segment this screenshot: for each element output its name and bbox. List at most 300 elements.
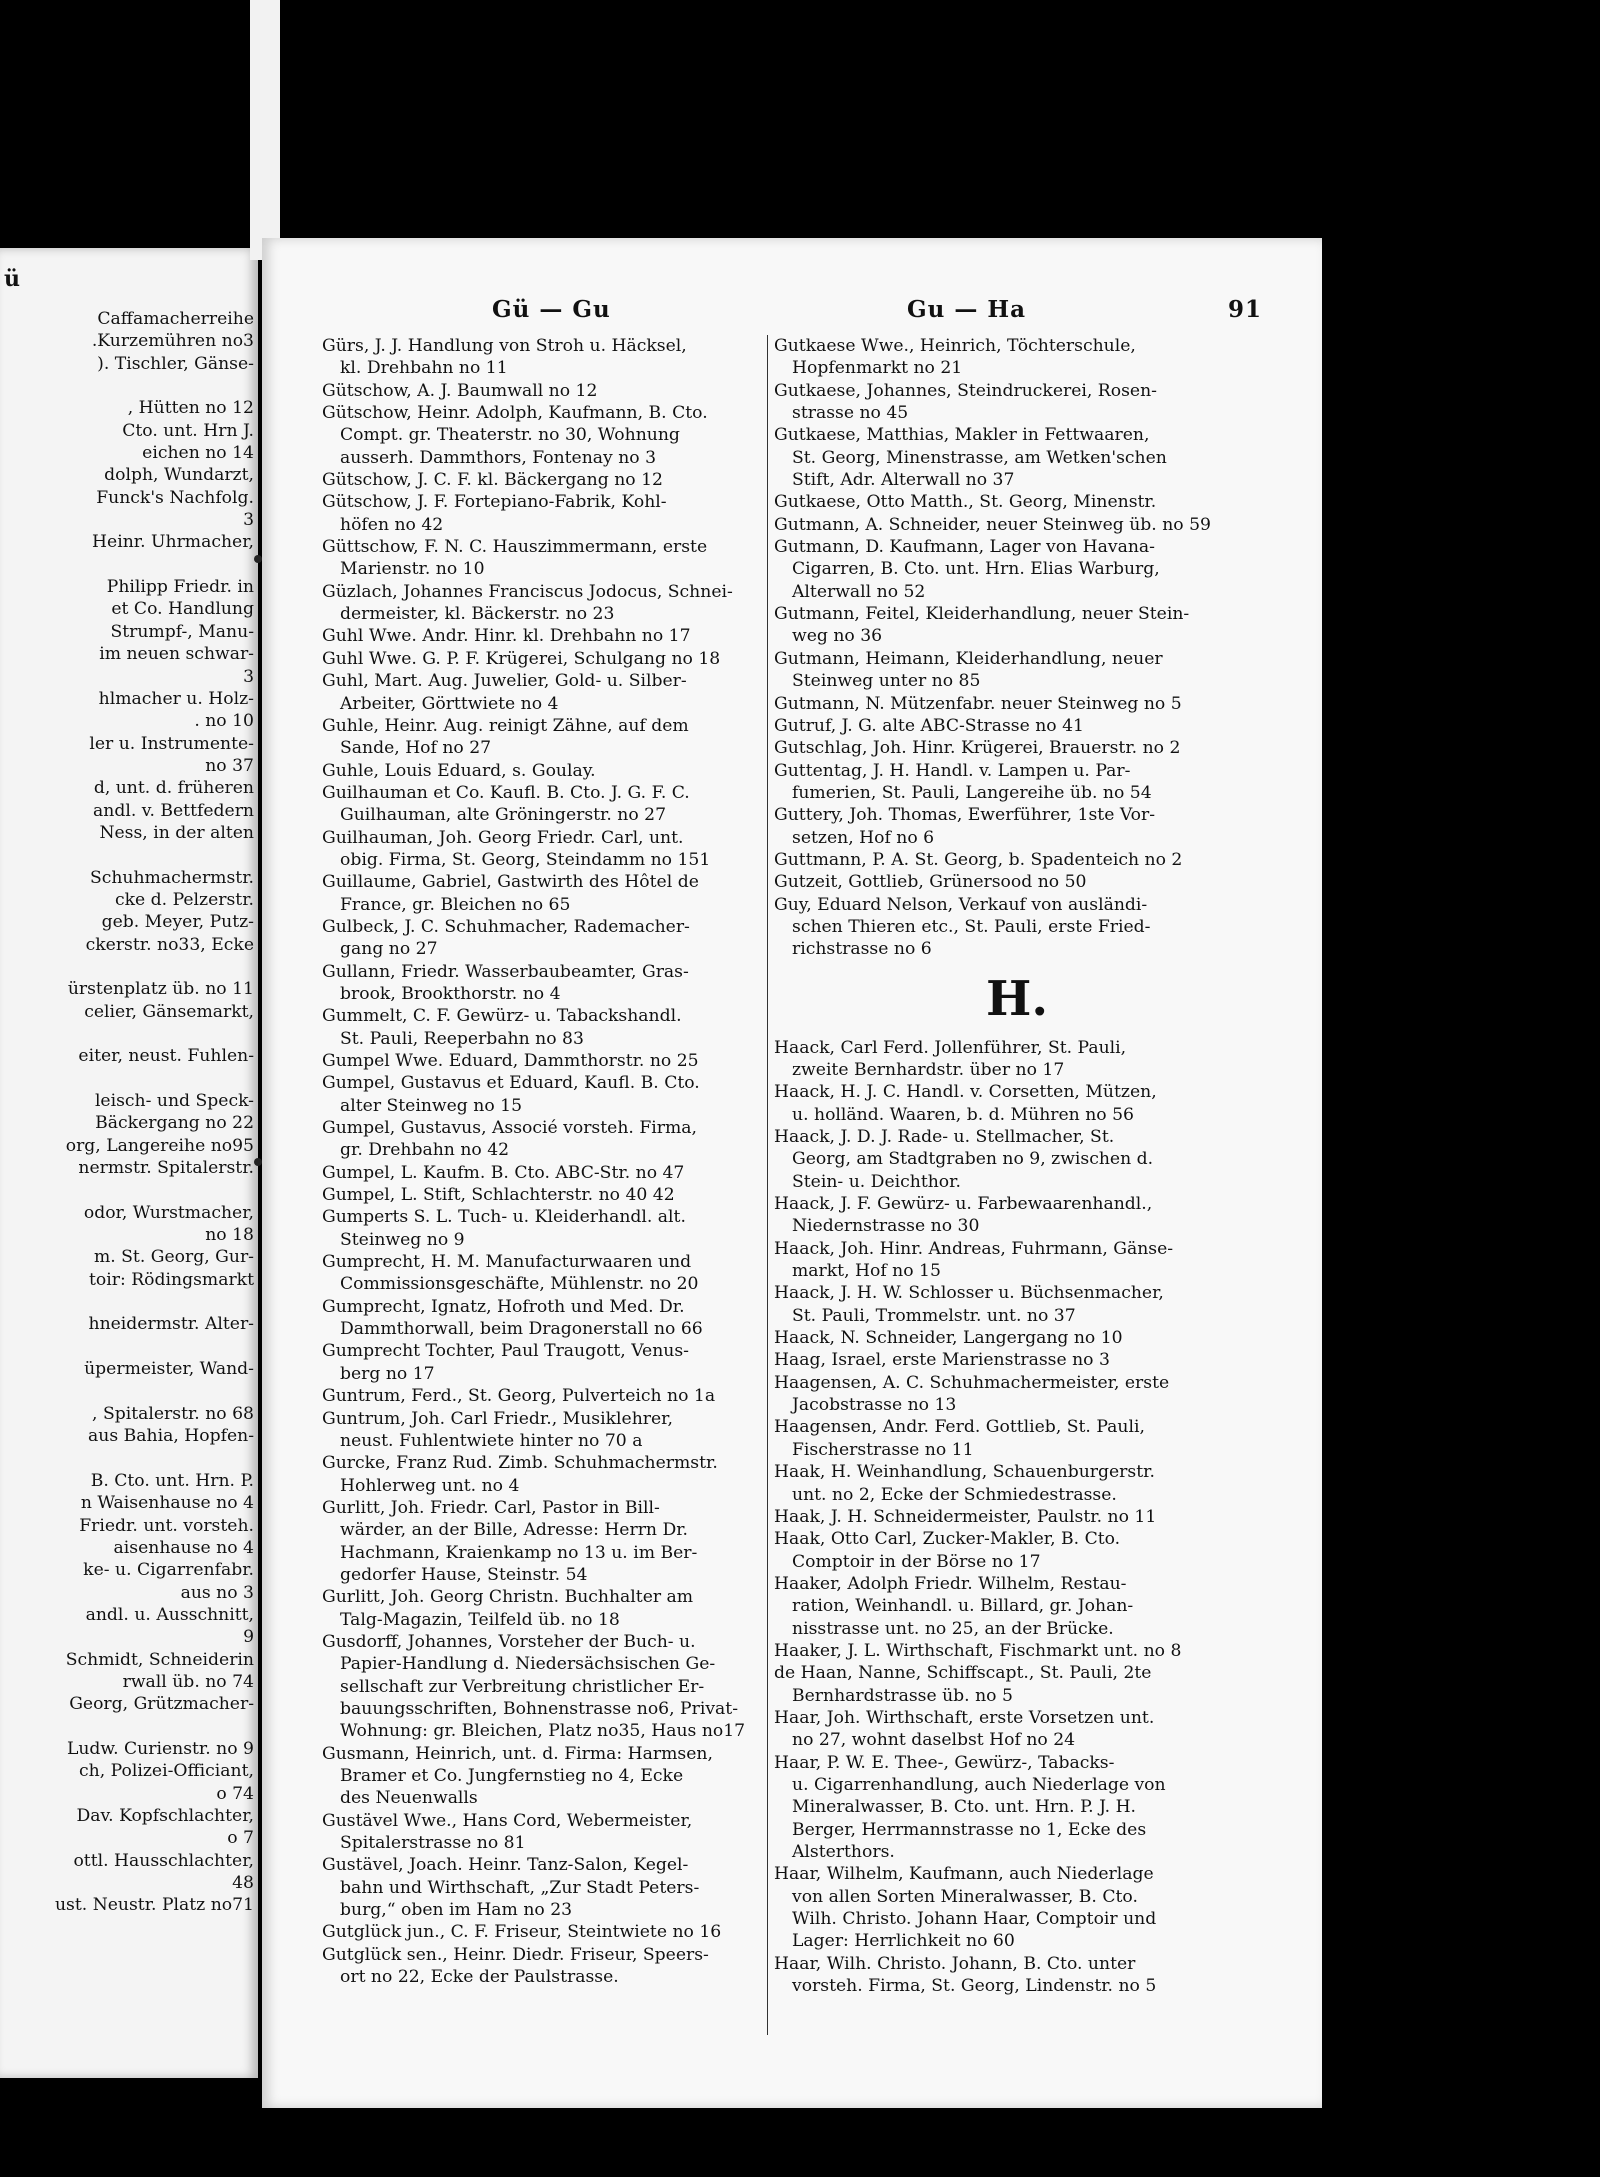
entry-continuation-line: Berger, Herrmannstrasse no 1, Ecke des — [792, 1819, 1147, 1840]
directory-entry — [322, 1385, 762, 1407]
left-page-line — [4, 1716, 254, 1738]
entry-continuation-line: richstrasse no 6 — [792, 939, 932, 960]
left-page-line — [4, 1023, 254, 1045]
directory-entry — [322, 1408, 762, 1453]
entry-line: Gumperts S. L. Tuch- u. Kleiderhandl. alt. — [322, 1207, 686, 1228]
entry-line: Gutkaese, Otto Matth., St. Georg, Minenstr. — [774, 492, 1157, 513]
entry-line: Guilhauman, Joh. Georg Friedr. Carl, unt. — [322, 827, 684, 848]
entry-continuation-line: unt. no 2, Ecke der Schmiedestrasse. — [792, 1484, 1117, 1505]
entry-continuation-line: Dammthorwall, beim Dragonerstall no 66 — [340, 1319, 703, 1340]
directory-entry — [774, 871, 1260, 893]
entry-line: Gutkaese, Matthias, Makler in Fettwaaren, — [774, 425, 1150, 446]
directory-entry — [774, 1349, 1260, 1371]
entry-continuation-line: obig. Firma, St. Georg, Steindamm no 151 — [340, 849, 711, 870]
left-page-line: Caffamacherreihe — [97, 309, 254, 329]
entries-gu — [774, 335, 1260, 961]
entry-line: Haar, Joh. Wirthschaft, erste Vorsetzen unt. — [774, 1707, 1155, 1728]
left-page-line: ler u. Instrumente- — [89, 733, 254, 754]
entry-line: Gustävel Wwe., Hans Cord, Webermeister, — [322, 1810, 693, 1831]
directory-entry — [774, 1863, 1260, 1952]
left-page-line: ch, Polizei-Officiant, — [79, 1761, 254, 1782]
entry-line: Gumpel, L. Stift, Schlachterstr. no 40 42 — [322, 1185, 675, 1206]
directory-entry — [322, 1631, 762, 1743]
directory-entry — [322, 1072, 762, 1117]
entry-continuation-line: Compt. gr. Theaterstr. no 30, Wohnung — [340, 425, 680, 446]
directory-entry — [322, 1810, 762, 1855]
entry-continuation-line: Marienstr. no 10 — [340, 559, 485, 580]
left-page-line: no 18 — [205, 1225, 254, 1246]
entry-continuation-line: neust. Fuhlentwiete hinter no 70 a — [340, 1430, 643, 1451]
entry-line: Haagensen, Andr. Ferd. Gottlieb, St. Pauli, — [774, 1417, 1145, 1438]
directory-entry — [774, 1707, 1260, 1752]
left-page-line — [4, 1448, 254, 1470]
entry-continuation-line: alter Steinweg no 15 — [340, 1095, 523, 1116]
entry-line: Guntrum, Ferd., St. Georg, Pulverteich no 1a — [322, 1386, 716, 1407]
entry-line: Gumpel Wwe. Eduard, Dammthorstr. no 25 — [322, 1051, 699, 1071]
entry-line: Guhl Wwe. G. P. F. Krügerei, Schulgang no 18 — [322, 648, 721, 669]
entry-line: Guttmann, P. A. St. Georg, b. Spadenteich no 2 — [774, 849, 1183, 870]
left-page-line: Dav. Kopfschlachter, — [76, 1806, 254, 1827]
left-page-line: o 7 — [227, 1828, 254, 1849]
left-page-line: aisenhause no 4 — [113, 1537, 254, 1558]
entry-line: Gütschow, J. C. F. kl. Bäckergang no 12 — [322, 470, 663, 491]
directory-entry — [322, 380, 762, 402]
entry-continuation-line: Cigarren, B. Cto. unt. Hrn. Elias Warburg, — [792, 559, 1160, 580]
directory-entry — [774, 693, 1260, 715]
entry-line: Gutkaese Wwe., Heinrich, Töchterschule, — [774, 336, 1136, 356]
entry-continuation-line: Papier-Handlung d. Niedersächsischen Ge- — [340, 1654, 716, 1675]
left-page-line — [4, 1381, 254, 1403]
entry-line: Haack, Carl Ferd. Jollenführer, St. Pauli, — [774, 1037, 1127, 1058]
entry-line: Haack, J. F. Gewürz- u. Farbewaarenhandl., — [774, 1194, 1153, 1215]
directory-entry — [322, 491, 762, 536]
entry-line: Gumpel, Gustavus, Associé vorsteh. Firma, — [322, 1118, 697, 1139]
entry-continuation-line: no 27, wohnt daselbst Hof no 24 — [792, 1730, 1076, 1751]
entry-continuation-line: Hachmann, Kraienkamp no 13 u. im Ber- — [340, 1542, 698, 1563]
directory-entry — [322, 1296, 762, 1341]
entry-line: Haag, Israel, erste Marienstrasse no 3 — [774, 1350, 1110, 1371]
entry-line: Gutschlag, Joh. Hinr. Krügerei, Brauerstr. no 2 — [774, 738, 1181, 759]
entry-line: Gütschow, Heinr. Adolph, Kaufmann, B. Cto. — [322, 403, 708, 424]
entry-continuation-line: St. Georg, Minenstrasse, am Wetken'schen — [792, 447, 1167, 468]
entry-continuation-line: sellschaft zur Verbreitung christlicher Er- — [340, 1676, 705, 1697]
directory-entry — [774, 1662, 1260, 1707]
directory-entry — [322, 1854, 762, 1921]
left-page-line: hneidermstr. Alter- — [88, 1314, 254, 1335]
directory-entry — [322, 1497, 762, 1586]
left-page-line: andl. u. Ausschnitt, — [85, 1604, 254, 1625]
directory-entry — [774, 536, 1260, 603]
entry-line: Haack, N. Schneider, Langergang no 10 — [774, 1328, 1123, 1349]
entry-continuation-line: weg no 36 — [792, 626, 883, 647]
left-page-line: nermstr. Spitalerstr. — [78, 1158, 254, 1179]
entry-continuation-line: Hopfenmarkt no 21 — [792, 358, 963, 379]
entry-continuation-line: markt, Hof no 15 — [792, 1261, 941, 1282]
directory-entry — [322, 1586, 762, 1631]
left-page-line: aus no 3 — [180, 1582, 254, 1603]
entry-continuation-line: Bernhardstrasse üb. no 5 — [792, 1685, 1013, 1706]
directory-entry — [322, 715, 762, 760]
entry-line: Haack, H. J. C. Handl. v. Corsetten, Mützen, — [774, 1082, 1157, 1103]
entry-line: Guillaume, Gabriel, Gastwirth des Hôtel de — [322, 872, 699, 893]
entry-continuation-line: berg no 17 — [340, 1363, 435, 1384]
left-page-line: .Kurzemühren no3 — [91, 331, 254, 352]
left-page-line: Ness, in der alten — [99, 822, 254, 843]
left-page-line: Philipp Friedr. in — [106, 577, 254, 598]
entry-line: Gutglück jun., C. F. Friseur, Steintwiete no 16 — [322, 1922, 722, 1943]
left-page-line: 3 — [243, 510, 254, 531]
directory-entry — [322, 581, 762, 626]
entry-continuation-line: Jacobstrasse no 13 — [792, 1395, 957, 1416]
directory-entry — [322, 1452, 762, 1497]
entry-line: Haack, J. D. J. Rade- u. Stellmacher, St. — [774, 1127, 1115, 1147]
left-page-line: ckerstr. no33, Ecke — [85, 934, 254, 955]
entry-line: Güzlach, Johannes Franciscus Jodocus, Schnei- — [322, 581, 733, 602]
left-page-line: celier, Gänsemarkt, — [84, 1001, 254, 1022]
left-page-line: Schmidt, Schneiderin — [65, 1649, 254, 1670]
entry-line: Gurcke, Franz Rud. Zimb. Schuhmachermstr. — [322, 1453, 718, 1474]
directory-entry — [774, 849, 1260, 871]
entry-line: Gummelt, C. F. Gewürz- u. Tabackshandl. — [322, 1006, 682, 1027]
entry-line: Gullann, Friedr. Wasserbaubeamter, Gras- — [322, 961, 689, 982]
directory-entry — [774, 1126, 1260, 1193]
entry-line: de Haan, Nanne, Schiffscapt., St. Pauli, 2te — [774, 1663, 1152, 1684]
entry-line: Güttschow, F. N. C. Hauszimmermann, erste — [322, 537, 708, 558]
entry-line: Guhle, Heinr. Aug. reinigt Zähne, auf dem — [322, 715, 689, 736]
directory-entry — [774, 491, 1260, 513]
entry-continuation-line: Lager: Herrlichkeit no 60 — [792, 1931, 1015, 1952]
entry-continuation-line: Comptoir in der Börse no 17 — [792, 1551, 1041, 1572]
entry-line: Gusmann, Heinrich, unt. d. Firma: Harmsen, — [322, 1743, 713, 1764]
left-page-line: ). Tischler, Gänse- — [97, 353, 254, 374]
left-page-line: n Waisenhause no 4 — [80, 1493, 254, 1514]
entry-continuation-line: bahn und Wirthschaft, „Zur Stadt Peters- — [340, 1877, 700, 1898]
entry-continuation-line: Commissionsgeschäfte, Mühlenstr. no 20 — [340, 1274, 699, 1295]
directory-entry — [322, 1743, 762, 1810]
left-page-line: Heinr. Uhrmacher, — [92, 532, 254, 553]
directory-entry — [322, 1117, 762, 1162]
entry-line: Haack, J. H. W. Schlosser u. Büchsenmacher, — [774, 1283, 1164, 1304]
entry-line: Gumprecht Tochter, Paul Traugott, Venus- — [322, 1341, 689, 1362]
directory-entry — [774, 894, 1260, 961]
directory-entry — [774, 804, 1260, 849]
right-page — [262, 238, 1322, 2108]
directory-entry — [774, 1372, 1260, 1417]
directory-entry — [322, 1921, 762, 1943]
left-page-line: eiter, neust. Fuhlen- — [78, 1046, 254, 1067]
entry-line: Gütschow, A. J. Baumwall no 12 — [322, 380, 598, 401]
entry-continuation-line: France, gr. Bleichen no 65 — [340, 894, 571, 915]
left-page-line — [4, 554, 254, 576]
entry-line: Gulbeck, J. C. Schuhmacher, Rademacher- — [322, 916, 690, 937]
directory-entry — [322, 536, 762, 581]
left-page-line: toir: Rödingsmarkt — [89, 1269, 254, 1290]
entry-continuation-line: wärder, an der Bille, Adresse: Herrn Dr. — [340, 1520, 689, 1541]
left-page-line: üpermeister, Wand- — [84, 1359, 254, 1380]
directory-entry — [774, 380, 1260, 425]
entry-continuation-line: Fischerstrasse no 11 — [792, 1439, 974, 1460]
directory-entry — [322, 916, 762, 961]
entry-line: Haaker, Adolph Friedr. Wilhelm, Restau- — [774, 1573, 1127, 1594]
left-page-line: no 37 — [205, 755, 254, 776]
entry-line: Haar, Wilh. Christo. Johann, B. Cto. unter — [774, 1953, 1136, 1974]
left-page-line: aus Bahia, Hopfen- — [88, 1426, 254, 1447]
entry-line: Gutmann, A. Schneider, neuer Steinweg üb. no 59 — [774, 514, 1211, 535]
directory-entry — [322, 760, 762, 782]
left-page-line: geb. Meyer, Putz- — [101, 912, 254, 933]
left-page-line: , Spitalerstr. no 68 — [92, 1403, 254, 1424]
left-page-line: Georg, Grützmacher- — [69, 1694, 254, 1715]
entry-continuation-line: des Neuenwalls — [340, 1788, 478, 1809]
directory-entry — [322, 827, 762, 872]
left-page-line: andl. v. Bettfedern — [93, 800, 254, 821]
entry-continuation-line: Wohnung: gr. Bleichen, Platz no35, Haus no17 — [340, 1721, 746, 1742]
left-page-line: org, Langereihe no95 — [65, 1135, 254, 1156]
left-page-line: , Hütten no 12 — [127, 398, 254, 419]
left-page-line — [4, 956, 254, 978]
entry-line: Gutglück sen., Heinr. Diedr. Friseur, Speers- — [322, 1944, 709, 1965]
left-page-line: ürstenplatz üb. no 11 — [67, 979, 254, 1000]
left-page-line: rwall üb. no 74 — [122, 1671, 254, 1692]
left-page-line: Ludw. Curienstr. no 9 — [66, 1739, 254, 1759]
entry-line: Gutmann, Heimann, Kleiderhandlung, neuer — [774, 648, 1163, 669]
binding-hole — [254, 555, 262, 563]
entry-continuation-line: nisstrasse unt. no 25, an der Brücke. — [792, 1618, 1114, 1639]
entry-line: Gutmann, N. Mützenfabr. neuer Steinweg no 5 — [774, 693, 1182, 714]
directory-entry — [322, 1162, 762, 1184]
entry-continuation-line: Steinweg unter no 85 — [792, 671, 981, 692]
entry-line: Gütschow, J. F. Fortepiano-Fabrik, Kohl- — [322, 492, 667, 513]
running-header-left: Gü — Gu — [492, 296, 611, 323]
directory-entry — [774, 1953, 1260, 1998]
entry-continuation-line: Steinweg no 9 — [340, 1229, 465, 1250]
entry-continuation-line: Georg, am Stadtgraben no 9, zwischen d. — [792, 1149, 1154, 1170]
directory-entry — [774, 1640, 1260, 1662]
entry-continuation-line: Wilh. Christo. Johann Haar, Comptoir und — [792, 1909, 1157, 1930]
directory-entry — [322, 961, 762, 1006]
left-page-line: leisch- und Speck- — [94, 1091, 254, 1112]
directory-entry — [322, 1005, 762, 1050]
directory-entry — [774, 1037, 1260, 1082]
left-page-line: . no 10 — [194, 711, 254, 732]
entry-line: Gumprecht, Ignatz, Hofroth und Med. Dr. — [322, 1296, 685, 1317]
left-page-line: ke- u. Cigarrenfabr. — [83, 1560, 254, 1581]
left-page-line: im neuen schwar- — [99, 644, 254, 665]
directory-entry — [774, 760, 1260, 805]
entry-line: Gurlitt, Joh. Georg Christn. Buchhalter am — [322, 1587, 694, 1608]
directory-entry — [774, 424, 1260, 491]
directory-entry — [774, 514, 1260, 536]
directory-column-right — [774, 335, 1260, 1997]
directory-entry — [322, 1944, 762, 1989]
directory-entry — [774, 1238, 1260, 1283]
directory-entry — [322, 648, 762, 670]
directory-entry — [322, 1184, 762, 1206]
entry-line: Guttery, Joh. Thomas, Ewerführer, 1ste Vor- — [774, 805, 1156, 826]
left-page-line: ottl. Hausschlachter, — [73, 1850, 254, 1871]
directory-entry — [322, 1340, 762, 1385]
left-page-line: B. Cto. unt. Hrn. P. — [90, 1470, 254, 1491]
entry-line: Haar, Wilhelm, Kaufmann, auch Niederlage — [774, 1864, 1154, 1885]
entry-continuation-line: burg,“ oben im Ham no 23 — [340, 1900, 573, 1921]
entry-line: Guhl, Mart. Aug. Juwelier, Gold- u. Silber- — [322, 671, 687, 692]
entry-continuation-line: dermeister, kl. Bäckerstr. no 23 — [340, 604, 615, 625]
left-page-line: 3 — [243, 666, 254, 687]
left-page-line: Bäckergang no 22 — [95, 1113, 254, 1134]
left-page-line: hlmacher u. Holz- — [98, 688, 254, 709]
entry-continuation-line: höfen no 42 — [340, 514, 444, 535]
left-page-line — [4, 375, 254, 397]
directory-entry — [774, 335, 1260, 380]
entry-line: Haak, J. H. Schneidermeister, Paulstr. no 11 — [774, 1506, 1157, 1527]
left-page-line — [4, 1336, 254, 1358]
left-page-line: Cto. unt. Hrn J. — [122, 420, 254, 441]
entry-continuation-line: u. Cigarrenhandlung, auch Niederlage von — [792, 1774, 1166, 1795]
entry-continuation-line: brook, Brookthorstr. no 4 — [340, 983, 561, 1004]
directory-entry — [774, 1528, 1260, 1573]
directory-entry — [774, 1081, 1260, 1126]
entry-line: Gurlitt, Joh. Friedr. Carl, Pastor in Bill- — [322, 1497, 660, 1518]
directory-entry — [774, 648, 1260, 693]
entry-line: Gürs, J. J. Handlung von Stroh u. Häcksel, — [322, 336, 687, 356]
directory-entry — [774, 1506, 1260, 1528]
left-page-line: d, unt. d. früheren — [93, 778, 254, 799]
book-spine — [250, 0, 280, 260]
entry-line: Haaker, J. L. Wirthschaft, Fischmarkt unt. no 8 — [774, 1640, 1182, 1661]
entry-continuation-line: gedorfer Hause, Steinstr. 54 — [340, 1564, 588, 1585]
entry-line: Guhle, Louis Eduard, s. Goulay. — [322, 760, 596, 781]
directory-column-left — [322, 335, 762, 1988]
left-page-line: Schuhmachermstr. — [89, 867, 254, 888]
left-page-line: Funck's Nachfolg. — [96, 487, 254, 508]
entry-continuation-line: Spitalerstrasse no 81 — [340, 1833, 526, 1854]
entry-continuation-line: Bramer et Co. Jungfernstieg no 4, Ecke — [340, 1766, 684, 1786]
left-page-line: o 74 — [216, 1783, 254, 1804]
left-page-line: ust. Neustr. Platz no71 — [54, 1895, 254, 1916]
entry-continuation-line: Talg-Magazin, Teilfeld üb. no 18 — [340, 1609, 620, 1630]
entry-continuation-line: setzen, Hof no 6 — [792, 827, 935, 848]
entry-continuation-line: gr. Drehbahn no 42 — [340, 1140, 510, 1161]
entry-continuation-line: Stift, Adr. Alterwall no 37 — [792, 470, 1015, 491]
left-page-line: odor, Wurstmacher, — [83, 1202, 254, 1223]
entry-line: Gutkaese, Johannes, Steindruckerei, Rosen- — [774, 380, 1157, 401]
entry-continuation-line: Stein- u. Deichthor. — [792, 1171, 961, 1192]
letter-heading: H. — [985, 970, 1049, 1027]
entry-line: Guttentag, J. H. Handl. v. Lampen u. Par- — [774, 760, 1131, 781]
directory-entry — [774, 737, 1260, 759]
entry-continuation-line: ration, Weinhandl. u. Billard, gr. Johan- — [792, 1596, 1134, 1617]
entry-continuation-line: bauungsschriften, Bohnenstrasse no6, Privat- — [340, 1698, 738, 1719]
entry-continuation-line: Hohlerweg unt. no 4 — [340, 1475, 520, 1496]
directory-entry — [774, 603, 1260, 648]
entry-line: Guilhauman et Co. Kaufl. B. Cto. J. G. F. C. — [322, 782, 690, 803]
left-page-line: et Co. Handlung — [111, 599, 254, 620]
directory-entry — [322, 782, 762, 827]
directory-entry — [774, 1573, 1260, 1640]
directory-entry — [322, 1050, 762, 1072]
left-page-line: cke d. Pelzerstr. — [114, 889, 254, 910]
entry-line: Haak, H. Weinhandlung, Schauenburgerstr. — [774, 1462, 1155, 1483]
entry-line: Haagensen, A. C. Schuhmachermeister, erste — [774, 1372, 1170, 1393]
entry-line: Gutzeit, Gottlieb, Grünersood no 50 — [774, 872, 1087, 893]
left-page-fragment — [0, 248, 258, 2078]
entry-line: Gumprecht, H. M. Manufacturwaaren und — [322, 1252, 692, 1273]
directory-entry — [322, 469, 762, 491]
directory-entry — [322, 1206, 762, 1251]
entry-continuation-line: von allen Sorten Mineralwasser, B. Cto. — [792, 1886, 1138, 1907]
entry-line: Haak, Otto Carl, Zucker-Makler, B. Cto. — [774, 1529, 1121, 1550]
entry-line: Gustävel, Joach. Heinr. Tanz-Salon, Kegel- — [322, 1855, 689, 1876]
entry-line: Haack, Joh. Hinr. Andreas, Fuhrmann, Gänse- — [774, 1238, 1174, 1259]
entry-continuation-line: schen Thieren etc., St. Pauli, erste Fried- — [792, 916, 1151, 937]
entry-continuation-line: Niedernstrasse no 30 — [792, 1216, 980, 1237]
directory-entry — [774, 1193, 1260, 1238]
left-page-line — [4, 1068, 254, 1090]
directory-entry — [322, 625, 762, 647]
directory-entry — [774, 1752, 1260, 1864]
page-number: 91 — [1228, 296, 1263, 323]
left-page-line: Friedr. unt. vorsteh. — [79, 1515, 254, 1536]
entry-continuation-line: Alsterthors. — [792, 1842, 895, 1862]
entry-line: Guy, Eduard Nelson, Verkauf von ausländi- — [774, 894, 1148, 915]
left-page-header: ü — [4, 268, 20, 291]
entry-line: Guhl Wwe. Andr. Hinr. kl. Drehbahn no 17 — [322, 626, 691, 647]
directory-entry — [322, 670, 762, 715]
entry-continuation-line: Arbeiter, Görttwiete no 4 — [340, 693, 559, 714]
entry-line: Gutmann, D. Kaufmann, Lager von Havana- — [774, 537, 1155, 558]
left-page-line: 48 — [232, 1873, 254, 1894]
entry-continuation-line: St. Pauli, Trommelstr. unt. no 37 — [792, 1305, 1076, 1326]
left-page-line: eichen no 14 — [142, 443, 254, 464]
entry-continuation-line: vorsteh. Firma, St. Georg, Lindenstr. no 5 — [792, 1976, 1157, 1997]
entry-line: Guntrum, Joh. Carl Friedr., Musiklehrer, — [322, 1408, 673, 1429]
left-page-line: dolph, Wundarzt, — [104, 465, 254, 486]
entry-continuation-line: Alterwall no 52 — [792, 581, 926, 602]
entry-continuation-line: zweite Bernhardstr. über no 17 — [792, 1059, 1065, 1080]
entry-continuation-line: Mineralwasser, B. Cto. unt. Hrn. P. J. H. — [792, 1797, 1137, 1818]
directory-entry — [774, 715, 1260, 737]
entries-ha — [774, 1037, 1260, 1998]
column-divider — [767, 335, 768, 2035]
directory-entry — [774, 1282, 1260, 1327]
left-page-lines — [4, 268, 254, 1917]
entry-line: Gumpel, L. Kaufm. B. Cto. ABC-Str. no 47 — [322, 1162, 685, 1183]
entry-continuation-line: St. Pauli, Reeperbahn no 83 — [340, 1028, 584, 1049]
entry-line: Haar, P. W. E. Thee-, Gewürz-, Tabacks- — [774, 1752, 1115, 1773]
left-page-line — [4, 1291, 254, 1313]
left-page-line: m. St. Georg, Gur- — [93, 1247, 254, 1268]
entry-continuation-line: kl. Drehbahn no 11 — [340, 358, 508, 379]
entry-continuation-line: gang no 27 — [340, 939, 438, 960]
directory-entry — [322, 871, 762, 916]
directory-entry — [322, 1251, 762, 1296]
entry-line: Gumpel, Gustavus et Eduard, Kaufl. B. Cto. — [322, 1073, 700, 1094]
left-page-line: 9 — [243, 1627, 254, 1648]
entry-continuation-line: Sande, Hof no 27 — [340, 738, 492, 759]
left-page-line — [4, 844, 254, 866]
entry-continuation-line: strasse no 45 — [792, 403, 909, 424]
directory-entry — [774, 1416, 1260, 1461]
directory-entry — [774, 1327, 1260, 1349]
left-page-line: Strumpf-, Manu- — [110, 621, 254, 642]
entry-continuation-line: fumerien, St. Pauli, Langereihe üb. no 54 — [792, 782, 1152, 803]
entry-continuation-line: u. holländ. Waaren, b. d. Mühren no 56 — [792, 1104, 1134, 1125]
left-page-line — [4, 1179, 254, 1201]
entry-continuation-line: ort no 22, Ecke der Paulstrasse. — [340, 1967, 619, 1988]
entry-line: Gusdorff, Johannes, Vorsteher der Buch- u. — [322, 1631, 696, 1652]
entry-continuation-line: Guilhauman, alte Gröningerstr. no 27 — [340, 805, 667, 826]
running-header-right: Gu — Ha — [907, 296, 1027, 323]
